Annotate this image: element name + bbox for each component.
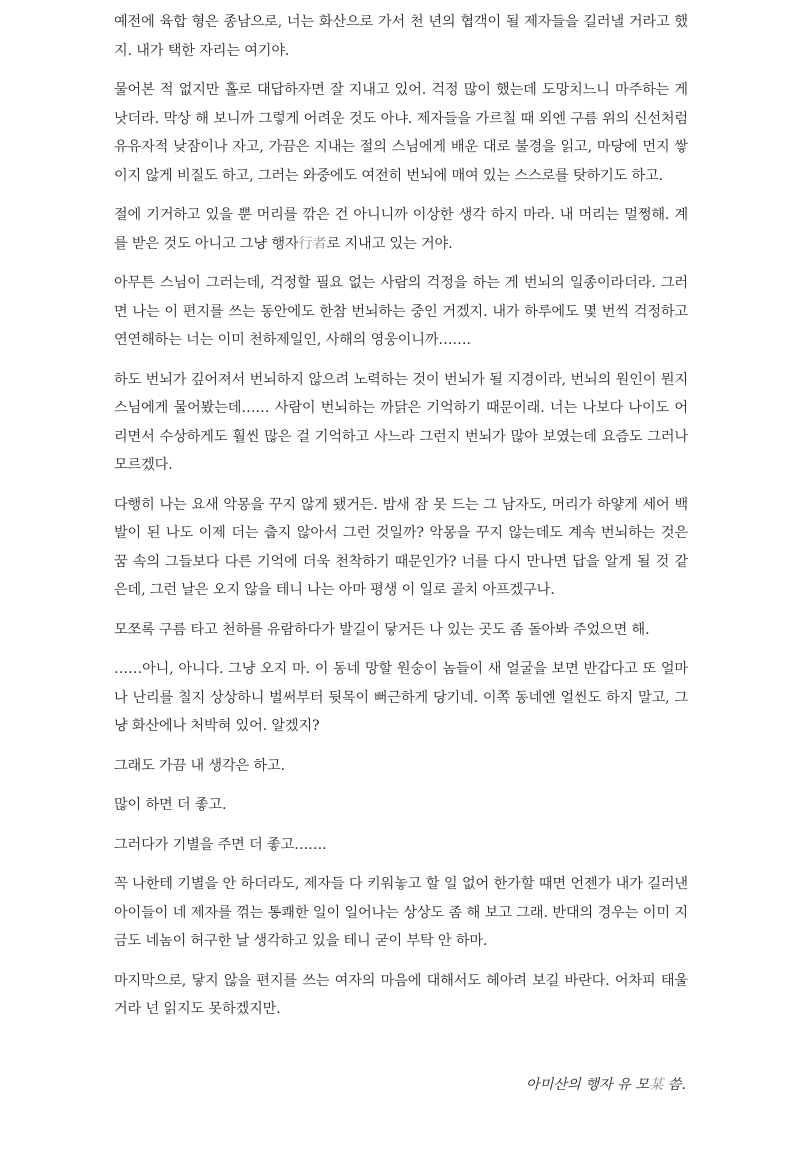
paragraph-11: 그러다가 기별을 주면 더 좋고……. xyxy=(114,836,327,853)
paragraph-4: 아무튼 스님이 그러는데, 걱정할 필요 없는 사람의 걱정을 하는 게 번뇌의 일종이라더라. 그러면 나는 이 편지를 쓰는 동안에도 한참 번뇌하는 중인 거겠지. 내가 하루에도 몇 번씩 걱정하고 연연해하는 너는 이미 천하제일인, 사해의 영웅이니까……. xyxy=(114,275,688,348)
paragraph-12: 꼭 나한테 기별을 안 하더라도, 제자들 다 키워놓고 할 일 없어 한가할 때면 언젠가 내가 길러낸 아이들이 네 제자를 꺾는 통쾌한 일이 일어나는 상상도 좀 해 보고 그래. 반대의 경우는 이미 지금도 네놈이 허구한 날 생각하고 있을 테니 굳이 부탁 안 하마. xyxy=(114,876,688,949)
paragraph-3-tail: 로 지내고 있는 거야. xyxy=(326,235,453,252)
signature-suffix: 씀. xyxy=(663,1077,686,1093)
paragraph-7: 모쪼록 구름 타고 천하를 유람하다가 발길이 닿거든 나 있는 곳도 좀 돌아봐 주었으면 해. xyxy=(114,621,650,638)
paragraph-1: 예전에 육합 형은 종남으로, 너는 화산으로 가서 천 년의 협객이 될 제자들을 길러낼 거라고 했지. 내가 택한 자리는 여기야. xyxy=(114,14,688,59)
signature-hanja: 某 xyxy=(649,1077,664,1093)
signature-prefix: 아미산의 행자 유 모 xyxy=(525,1077,650,1093)
hanja-haengja: 行者 xyxy=(298,235,327,252)
paragraph-10: 많이 하면 더 좋고. xyxy=(114,797,227,813)
paragraph-2: 물어본 적 없지만 홀로 대답하자면 잘 지내고 있어. 걱정 많이 했는데 도망치느니 마주하는 게 낫더라. 막상 해 보니까 그렇게 어려운 것도 아냐. 제자들을 가르칠 때 외엔 구름 위의 신선처럼 유유자적 낮잠이나 자고, 가끔은 지내는 절의 스님에게 배운 대로 불경을 읽고, 마당에 먼지 쌓이지 않게 비질도 하고, 그러는 와중에도 여전히 번뇌에 매여 있는 스스로를 탓하기도 하고. xyxy=(114,82,688,184)
paragraph-13: 마지막으로, 닿지 않을 편지를 쓰는 여자의 마음에 대해서도 헤아려 보길 바란다. 어차피 태울 거라 넌 읽지도 못하겠지만. xyxy=(114,972,688,1017)
letter-body xyxy=(114,8,688,1035)
paragraph-3-text: 절에 기거하고 있을 뿐 머리를 깎은 건 아니니까 이상한 생각 하지 마라. 내 머리는 멀쩡해. 계를 받은 것도 아니고 그냥 행자 xyxy=(114,207,688,252)
paragraph-3 xyxy=(114,201,688,258)
paragraph-5: 하도 번뇌가 깊어져서 번뇌하지 않으려 노력하는 것이 번뇌가 될 지경이라, 번뇌의 원인이 뭔지 스님에게 물어봤는데…… 사람이 번뇌하는 까닭은 기억하기 때문이래. 너는 나보다 나이도 어리면서 수상하게도 훨씬 많은 걸 기억하고 사느라 그런지 번뇌가 많아 보였는데 요즘도 그러나 모르겠다. xyxy=(114,371,688,473)
paragraph-6: 다행히 나는 요새 악몽을 꾸지 않게 됐거든. 밤새 잠 못 드는 그 남자도, 머리가 하얗게 세어 백발이 된 나도 이제 더는 춥지 않아서 그런 것일까? 악몽을 꾸지 않는데도 계속 번뇌하는 것은 꿈 속의 그들보다 다른 기억에 더욱 천착하기 때문인가? 너를 다시 만나면 답을 알게 될 것 같은데, 그런 날은 오지 않을 테니 나는 아마 평생 이 일로 골치 아프겠구나. xyxy=(114,496,688,598)
paragraph-9: 그래도 가끔 내 생각은 하고. xyxy=(114,757,285,774)
paragraph-8: ……아니, 아니다. 그냥 오지 마. 이 동네 망할 원숭이 놈들이 새 얼굴을 보면 반갑다고 또 얼마나 난리를 칠지 상상하니 벌써부터 뒷목이 뻐근하게 당기네. 이쪽 동네엔 얼씬도 하지 말고, 그냥 화산에나 처박혀 있어. 알겠지? xyxy=(114,661,688,734)
signature xyxy=(526,1071,686,1099)
